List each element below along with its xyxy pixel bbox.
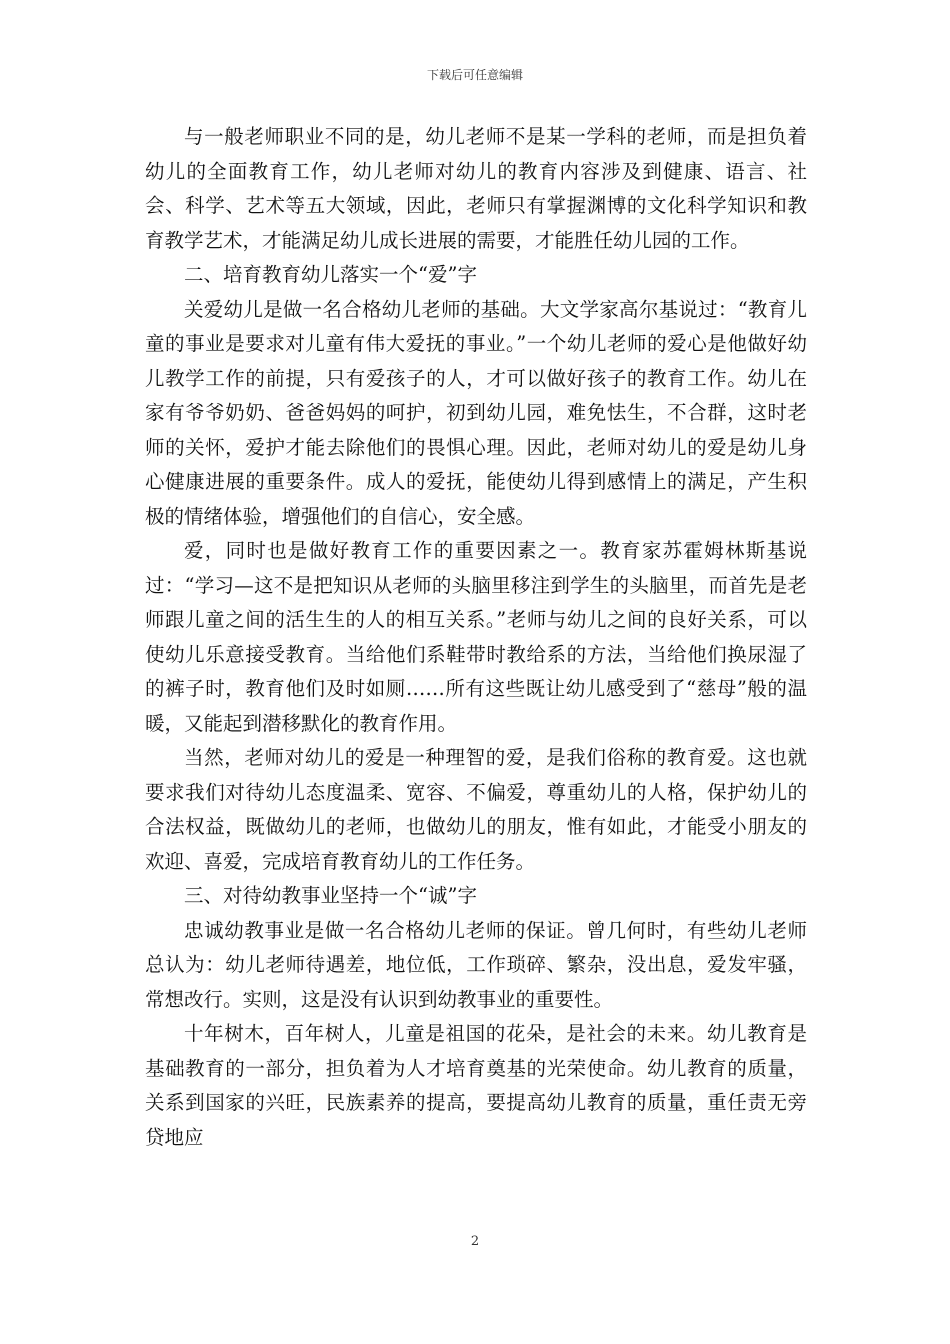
paragraph-love-factor: 爱，同时也是做好教育工作的重要因素之一。教育家苏霍姆林斯基说过：“学习—这不是把知识从老师的头脑里移注到学生的头脑里，而首先是老师跟儿童之间的活生生的人的相互关系。”老师与幼儿之间的良好关系，可以使幼儿乐意接受教育。当给他们系鞋带时教给系的方法，当给他们换尿湿了的裤子时，教育他们及时如厕……所有这些既让幼儿感受到了“慈母”般的温暖，又能起到潜移默化的教育作用。 (145, 539, 807, 735)
page-number: 2 (470, 1234, 480, 1249)
document-body (145, 120, 807, 1155)
paragraph-rational-love: 当然，老师对幼儿的爱是一种理智的爱，是我们俗称的教育爱。这也就要求我们对待幼儿态度温柔、宽容、不偏爱，尊重幼儿的人格，保护幼儿的合法权益，既做幼儿的老师，也做幼儿的朋友，惟有如此，才能受小朋友的欢迎、喜爱，完成培育教育幼儿的工作任务。 (145, 746, 807, 873)
section-heading-sincerity: 三、对待幼教事业坚持一个“诚”字 (184, 884, 477, 907)
paragraph-love-foundation: 关爱幼儿是做一名合格幼儿老师的基础。大文学家高尔基说过：“教育儿童的事业是要求对儿童有伟大爱抚的事业。”一个幼儿老师的爱心是他做好幼儿教学工作的前提，只有爱孩子的人，才可以做好孩子的教育工作。幼儿在家有爷爷奶奶、爸爸妈妈的呵护，初到幼儿园，难免怯生，不合群，这时老师的关怀，爱护才能去除他们的畏惧心理。因此，老师对幼儿的爱是幼儿身心健康进展的重要条件。成人的爱抚，能使幼儿得到感情上的满足，产生积极的情绪体验，增强他们的自信心，安全感。 (145, 297, 807, 528)
section-heading-love: 二、培育教育幼儿落实一个“爱”字 (184, 263, 477, 286)
page-header: 下载后可任意编辑 (426, 68, 523, 82)
paragraph-loyalty: 忠诚幼教事业是做一名合格幼儿老师的保证。曾几何时，有些幼儿老师总认为：幼儿老师待遇差，地位低，工作琐碎、繁杂，没出息，爱发牢骚，常想改行。实则，这是没有认识到幼教事业的重要性。 (145, 918, 807, 1011)
paragraph-future: 十年树木，百年树人，儿童是祖国的花朵，是社会的未来。幼儿教育是基础教育的一部分，担负着为人才培育奠基的光荣使命。幼儿教育的质量，关系到国家的兴旺，民族素养的提高，要提高幼儿教育的质量，重任责无旁贷地应 (145, 1022, 807, 1149)
paragraph-intro: 与一般老师职业不同的是，幼儿老师不是某一学科的老师，而是担负着幼儿的全面教育工作，幼儿老师对幼儿的教育内容涉及到健康、语言、社会、科学、艺术等五大领域，因此，老师只有掌握渊博的文化科学知识和教育教学艺术，才能满足幼儿成长进展的需要，才能胜任幼儿园的工作。 (145, 125, 807, 252)
